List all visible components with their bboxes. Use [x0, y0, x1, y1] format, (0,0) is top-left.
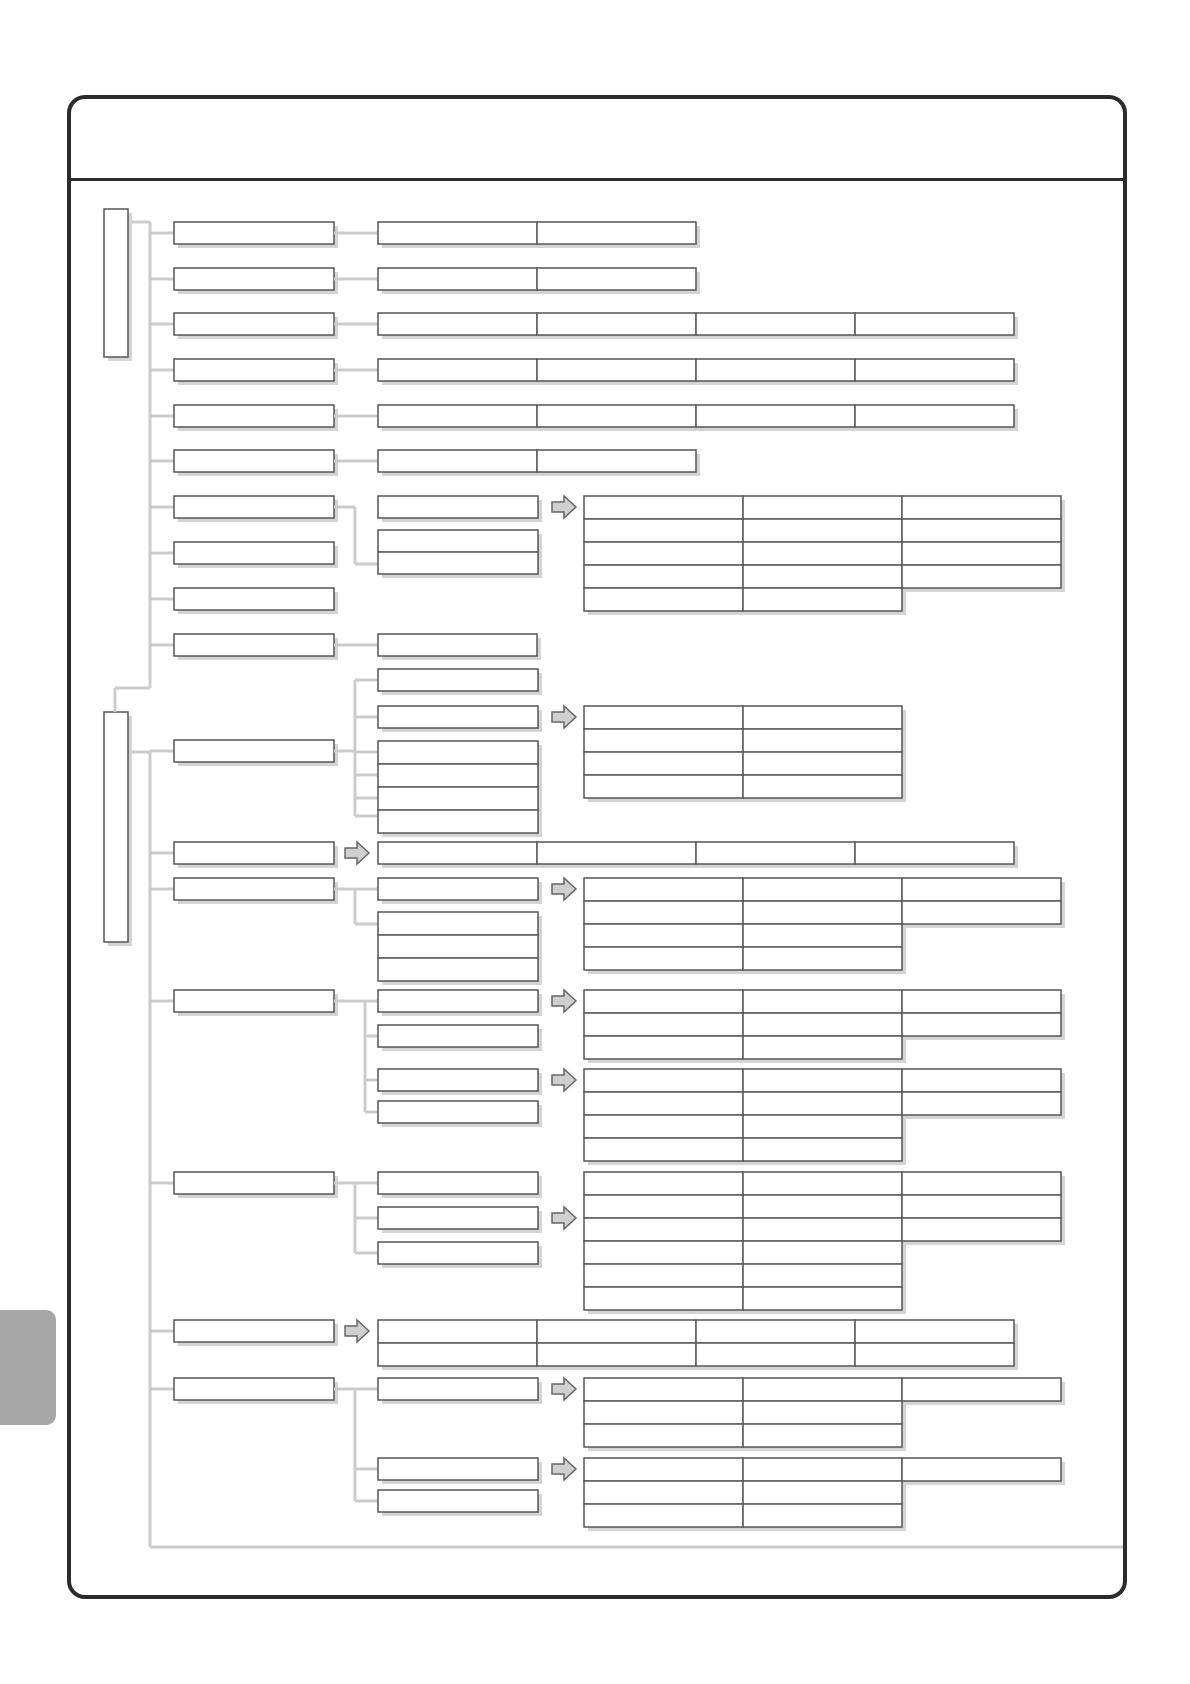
group-1-item-7-arrow-icon: [552, 496, 576, 518]
group-2-item-13-detail-cell-3-1: [584, 924, 743, 947]
group-2-item-17-detail-1-cell-1-2: [743, 1378, 902, 1401]
group-2-item-11-detail-cell-2-1: [584, 729, 743, 752]
group-1-item-1: [174, 222, 334, 244]
group-1-item-7-detail-cell-4-1: [584, 565, 743, 588]
group-2-item-15-sub-3: [378, 1242, 538, 1264]
group-2-item-16-options-cell-2-2: [537, 1343, 696, 1366]
group-2-item-12-options-cell-1: [378, 842, 537, 864]
group-2-item-17-arrow-icon-1: [552, 1378, 576, 1400]
group-2-item-17-sub-3: [378, 1490, 538, 1512]
group-2-item-17-detail-1-cell-3-1: [584, 1424, 743, 1447]
group-2-item-12-options-cell-4: [855, 842, 1014, 864]
group-2-item-16-options-cell-1-4: [855, 1320, 1014, 1343]
group-1-item-10: [174, 634, 334, 656]
group-2-item-15-detail-cell-2-3: [902, 1195, 1061, 1218]
group-1-item-6-options-cell-2: [537, 450, 696, 472]
group-2-item-14-detail-2-cell-2-2: [743, 1092, 902, 1115]
group-2-item-11-sub-3-row-1: [378, 741, 538, 764]
group-1-item-3-options-cell-3: [696, 313, 855, 335]
group-1-item-1-options-cell-2: [537, 222, 696, 244]
group-2-item-17-detail-1-cell-1-1: [584, 1378, 743, 1401]
group-2-item-11-detail-cell-1-1: [584, 706, 743, 729]
group-2-item-13: [174, 878, 334, 900]
group-2-item-11-detail-cell-3-2: [743, 752, 902, 775]
group-2-item-15-detail-cell-6-2: [743, 1287, 902, 1310]
group-2-item-17-detail-2-cell-1-3: [902, 1458, 1061, 1481]
group-2-item-14-detail-2-cell-2-3: [902, 1092, 1061, 1115]
group-2-item-17-sub-2: [378, 1458, 538, 1480]
group-1-item-7-detail-cell-5-2: [743, 588, 902, 611]
group-2-item-15-detail-cell-1-3: [902, 1172, 1061, 1195]
group-2-item-17-detail-1-cell-2-2: [743, 1401, 902, 1424]
group-1-item-7-detail-cell-3-1: [584, 542, 743, 565]
group-2-item-15-detail-cell-1-2: [743, 1172, 902, 1195]
group-2-item-15-sub-1: [378, 1172, 538, 1194]
group-2-item-16: [174, 1320, 334, 1342]
group-2-item-11-arrow-icon: [552, 706, 576, 728]
group-2-item-14-sub-2: [378, 1025, 538, 1047]
group-2-item-13-arrow-icon: [552, 878, 576, 900]
group-2-item-13-detail-cell-4-1: [584, 947, 743, 970]
group-1-item-5-options-cell-2: [537, 405, 696, 427]
group-1-item-5-options-cell-3: [696, 405, 855, 427]
group-2-item-13-detail-cell-4-2: [743, 947, 902, 970]
group-2-item-17-sub-1: [378, 1378, 538, 1400]
group-2-item-13-detail-cell-1-3: [902, 878, 1061, 901]
group-2-item-11-detail-cell-1-2: [743, 706, 902, 729]
group-2-item-15-detail-cell-1-1: [584, 1172, 743, 1195]
group-2-item-15-detail-cell-5-1: [584, 1264, 743, 1287]
group-1-item-7-detail-cell-4-3: [902, 565, 1061, 588]
group-2-item-15-detail-cell-5-2: [743, 1264, 902, 1287]
group-2-item-15-detail-cell-2-2: [743, 1195, 902, 1218]
group-1-item-10-options-cell-1: [378, 634, 537, 656]
group-2-item-14-detail-1-cell-1-2: [743, 990, 902, 1013]
group-1-item-4-options-cell-2: [537, 359, 696, 381]
group-2-item-14-arrow-icon-1: [552, 990, 576, 1012]
group-2-item-14-detail-2-cell-1-2: [743, 1069, 902, 1092]
group-2-item-14-detail-2-cell-2-1: [584, 1092, 743, 1115]
group-2-item-12: [174, 842, 334, 864]
group-1-item-7-detail-cell-1-3: [902, 496, 1061, 519]
group-1-item-3-options-cell-4: [855, 313, 1014, 335]
group-1-item-7-detail-cell-1-2: [743, 496, 902, 519]
group-1-item-7-sub-1: [378, 496, 538, 518]
group-1-item-4-options-cell-4: [855, 359, 1014, 381]
group-1-item-7-sub-2-row-1: [378, 530, 538, 552]
group-2-item-15-detail-cell-6-1: [584, 1287, 743, 1310]
group-2-item-14-arrow-icon-2: [552, 1069, 576, 1091]
group-1-item-2-options-cell-2: [537, 268, 696, 290]
group-2-item-16-options-cell-2-4: [855, 1343, 1014, 1366]
group-2-item-17-detail-2-cell-1-1: [584, 1458, 743, 1481]
group-2-item-17-detail-2-cell-2-1: [584, 1481, 743, 1504]
group-2-item-15-detail-cell-4-1: [584, 1241, 743, 1264]
group-2-item-15-detail-cell-3-3: [902, 1218, 1061, 1241]
group-2-item-14-detail-1-cell-3-1: [584, 1036, 743, 1059]
group-2-item-15-detail-cell-3-1: [584, 1218, 743, 1241]
group-2-item-11-detail-cell-3-1: [584, 752, 743, 775]
group-2-item-14-detail-1-cell-3-2: [743, 1036, 902, 1059]
group-2-item-15-detail-cell-2-1: [584, 1195, 743, 1218]
group-2-item-15-sub-2: [378, 1207, 538, 1229]
group-2-item-17-detail-2-cell-3-2: [743, 1504, 902, 1527]
group-1-item-8: [174, 542, 334, 564]
group-2-item-11-sub-1: [378, 669, 538, 691]
group-2-item-13-detail-cell-2-2: [743, 901, 902, 924]
group-2-item-17: [174, 1378, 334, 1400]
group-2-item-17-detail-1-cell-1-3: [902, 1378, 1061, 1401]
group-1-item-7: [174, 496, 334, 518]
group-2-item-14-detail-2-cell-3-2: [743, 1115, 902, 1138]
group-1-item-3: [174, 313, 334, 335]
group-2-item-14: [174, 990, 334, 1012]
group-1-item-7-detail-cell-1-1: [584, 496, 743, 519]
group-1-item-7-detail-cell-4-2: [743, 565, 902, 588]
group-1-item-6-options-cell-1: [378, 450, 537, 472]
group-1-item-1-options-cell-1: [378, 222, 537, 244]
group-2-item-13-detail-cell-3-2: [743, 924, 902, 947]
group-2-item-11-sub-3-row-4: [378, 810, 538, 833]
group-2-item-16-arrow-icon: [345, 1320, 369, 1342]
group-2-item-14-detail-2-cell-3-1: [584, 1115, 743, 1138]
group-2-item-14-sub-4: [378, 1101, 538, 1123]
group-2-item-16-options-cell-2-1: [378, 1343, 537, 1366]
group-2-item-14-detail-2-cell-1-1: [584, 1069, 743, 1092]
group-2-item-17-detail-2-cell-2-2: [743, 1481, 902, 1504]
group-2-item-14-detail-2-cell-4-1: [584, 1138, 743, 1161]
group-1-item-5-options-cell-1: [378, 405, 537, 427]
group-1-item-2-options-cell-1: [378, 268, 537, 290]
group-2-item-14-sub-1: [378, 990, 538, 1012]
group-2-item-16-options-cell-1-3: [696, 1320, 855, 1343]
group-1-item-7-detail-cell-3-3: [902, 542, 1061, 565]
group-2-item-14-sub-3: [378, 1069, 538, 1091]
group-2-item-17-detail-1-cell-2-1: [584, 1401, 743, 1424]
group-1-tab: [104, 209, 128, 357]
group-2-item-11-sub-2: [378, 706, 538, 728]
group-1-item-7-detail-cell-5-1: [584, 588, 743, 611]
group-2-item-12-arrow-icon: [345, 842, 369, 864]
group-2-item-11: [174, 740, 334, 762]
group-1-item-4-options-cell-3: [696, 359, 855, 381]
group-1-item-7-detail-cell-2-2: [743, 519, 902, 542]
group-2-item-17-detail-2-cell-3-1: [584, 1504, 743, 1527]
group-2-item-13-sub-2-row-1: [378, 912, 538, 935]
group-1-item-5-options-cell-4: [855, 405, 1014, 427]
group-2-item-11-sub-3-row-3: [378, 787, 538, 810]
group-1-item-6: [174, 450, 334, 472]
group-2-item-11-detail-cell-2-2: [743, 729, 902, 752]
group-2-item-13-detail-cell-1-2: [743, 878, 902, 901]
group-2-item-14-detail-1-cell-2-3: [902, 1013, 1061, 1036]
group-2-item-12-options-cell-2: [537, 842, 696, 864]
group-2-item-11-detail-cell-4-2: [743, 775, 902, 798]
group-1-item-7-detail-cell-2-3: [902, 519, 1061, 542]
group-1-item-3-options-cell-1: [378, 313, 537, 335]
group-2-item-13-detail-cell-2-1: [584, 901, 743, 924]
group-1-item-7-sub-2-row-2: [378, 552, 538, 574]
group-2-item-16-options-cell-1-2: [537, 1320, 696, 1343]
group-2-item-15: [174, 1172, 334, 1194]
group-2-item-17-detail-2-cell-1-2: [743, 1458, 902, 1481]
group-2-item-14-detail-2-cell-4-2: [743, 1138, 902, 1161]
group-1-item-3-options-cell-2: [537, 313, 696, 335]
group-2-item-15-detail-cell-4-2: [743, 1241, 902, 1264]
group-2-item-12-options-cell-3: [696, 842, 855, 864]
group-2-item-16-options-cell-1-1: [378, 1320, 537, 1343]
group-2-tab: [104, 712, 128, 942]
group-2-item-17-detail-1-cell-3-2: [743, 1424, 902, 1447]
group-2-item-14-detail-2-cell-1-3: [902, 1069, 1061, 1092]
group-2-item-13-detail-cell-2-3: [902, 901, 1061, 924]
group-2-item-13-detail-cell-1-1: [584, 878, 743, 901]
group-2-item-14-detail-1-cell-1-3: [902, 990, 1061, 1013]
group-2-item-13-sub-2-row-2: [378, 935, 538, 958]
group-1-item-5: [174, 405, 334, 427]
group-1-item-4: [174, 359, 334, 381]
group-2-item-11-sub-3-row-2: [378, 764, 538, 787]
group-1-item-7-detail-cell-3-2: [743, 542, 902, 565]
group-2-item-15-detail-cell-3-2: [743, 1218, 902, 1241]
group-2-item-13-sub-1: [378, 878, 538, 900]
group-2-item-14-detail-1-cell-2-2: [743, 1013, 902, 1036]
group-2-item-16-options-cell-2-3: [696, 1343, 855, 1366]
group-2-item-14-detail-1-cell-2-1: [584, 1013, 743, 1036]
group-2-item-11-detail-cell-4-1: [584, 775, 743, 798]
group-1-item-7-detail-cell-2-1: [584, 519, 743, 542]
group-2-item-15-arrow-icon: [552, 1207, 576, 1229]
group-1-item-4-options-cell-1: [378, 359, 537, 381]
group-1-item-9: [174, 588, 334, 610]
group-2-item-14-detail-1-cell-1-1: [584, 990, 743, 1013]
group-2-item-13-sub-2-row-3: [378, 958, 538, 981]
group-2-item-17-arrow-icon-2: [552, 1458, 576, 1480]
group-1-item-2: [174, 268, 334, 290]
